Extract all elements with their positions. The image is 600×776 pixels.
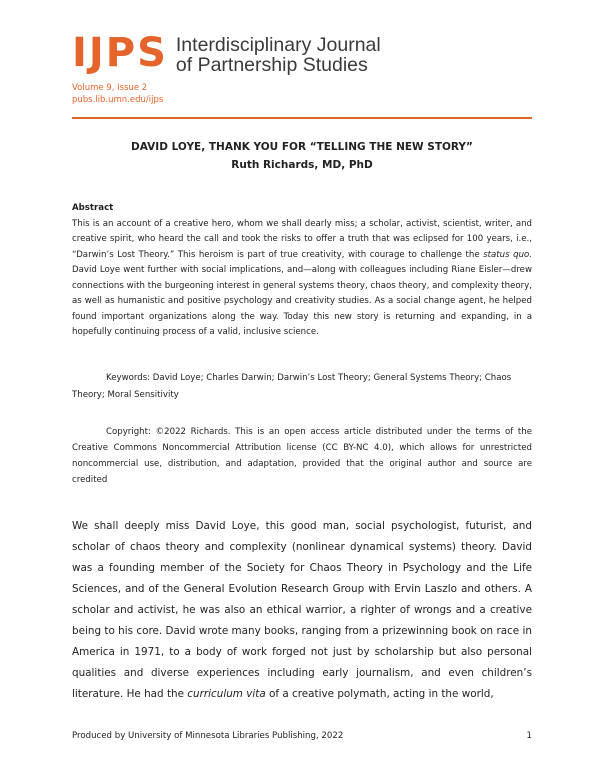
page-footer: [72, 730, 532, 742]
body-paragraph: [72, 516, 532, 705]
title-block: [72, 140, 532, 172]
journal-url[interactable]: pubs.lib.umn.edu/ijps: [72, 95, 164, 105]
body-text-1: We shall deeply miss David Loye, this good man, social psychologist, futurist, and scholar of chaos theory and complexity (nonlinear dynamical systems) theory. David was a founding member of the Society for Chaos Theory in Psychology and the Life Sciences, and of the General Evolution Research Group with Ervin Laszlo and others. A scholar and activist, he was also an ethical warrior, a righter of wrongs and a creative being to his core. David wrote many books, ranging from a prizewinning book on race in America in 1971, to a body of work forged not just by scholarship but also personal qualities and diverse experiences including early journalism, and even children’s literature. He had the: [72, 520, 532, 700]
volume-issue: Volume 9, Issue 2: [72, 83, 148, 93]
abstract-italic: status quo.: [483, 249, 533, 260]
abstract-text-1: This is an account of a creative hero, whom we shall dearly miss; a scholar, activist, scientist, writer, and creative spirit, who heard the call and took the risks to offer a truth that was eclipsed for 100 years, i.e., “Darwin’s Lost Theory.” This heroism is part of true creativity, with courage to challenge the: [72, 218, 532, 260]
body-italic: curriculum vita: [187, 688, 266, 700]
publisher-credit: Produced by University of Minnesota Libraries Publishing, 2022: [72, 731, 344, 741]
paper-title: DAVID LOYE, THANK YOU FOR “TELLING THE NEW STORY”: [131, 141, 473, 153]
header-divider: [72, 117, 532, 119]
copyright-notice: Copyright: ©2022 Richards. This is an open access article distributed under the terms of the Creative Commons Noncommercial Attribution license (CC BY-NC 4.0), which allows for unrestricted noncommercial use, distribution, and adaptation, provided that the original author and source are credited: [72, 427, 532, 485]
journal-name-line1: Interdisciplinary Journal: [175, 34, 381, 56]
abstract-body: [72, 217, 532, 341]
journal-name: [176, 35, 381, 75]
body-text-2: of a creative polymath, acting in the world,: [265, 688, 494, 700]
journal-meta: [72, 82, 163, 106]
abstract: [72, 201, 532, 341]
author-name: Ruth Richards, MD, PhD: [231, 159, 373, 171]
journal-logo: [72, 30, 381, 76]
abstract-heading: Abstract: [72, 203, 114, 213]
page-number: 1: [526, 731, 532, 741]
journal-name-line2: of Partnership Studies: [175, 54, 368, 76]
abstract-text-2: David Loye went further with social implications, and—along with colleagues including Riane Eisler—drew connections with the burgeoning interest in general systems theory, chaos theory, and complexity theory, as well as humanistic and positive psychology and creativity studies. As a social change agent, he helped found important organizations along the way. Today this new story is returning and expanding, in a hopefully continuing process of a valid, inclusive science.: [72, 265, 532, 337]
keywords: Keywords: David Loye; Charles Darwin; Darwin’s Lost Theory; General Systems Theory; Chaos Theory; Moral Sensitivity: [72, 373, 512, 400]
logo-mark: IJPS: [72, 30, 168, 76]
